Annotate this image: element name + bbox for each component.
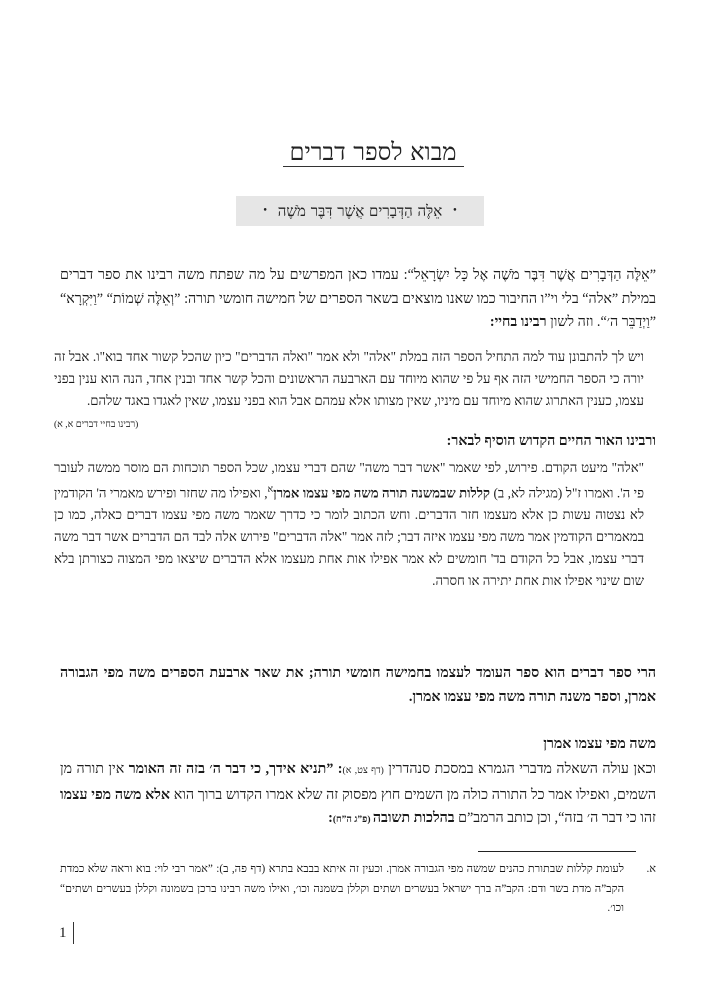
page-number: 1 xyxy=(59,925,67,941)
source-ref: (פ”ג ה”ח) xyxy=(332,815,373,825)
bullet-icon: • xyxy=(262,206,268,216)
page-number-bar xyxy=(73,922,74,944)
footnote-divider xyxy=(478,851,636,852)
rabbeinu-bachya-quote: ויש לך להתבונן עוד למה התחיל הספר הזה במלת "אלה" ולא אמר "ואלה הדברים" כיון שהכל קשור אחד בוא"ו. אבל זה יורה כי הספר החמישי הזה אף על פי שהוא מיוחד עם הארבעה הראשונים והכל קשר אחד ובנין אחד, הנה הוא ענין בפני עצמו, כענין האתרוג שהוא מיוחד עם מיניו, שאין מצותו אלא עמהם אבל הוא בפני עצמו, שאין לאגדו באגד שלהם. (רבינו בחיי דברים א, א) xyxy=(54,346,656,436)
footnote-label: א. xyxy=(646,863,656,875)
footnote-mark[interactable]: א xyxy=(267,485,274,495)
title-underline xyxy=(283,166,464,167)
bullet-icon: • xyxy=(452,206,458,216)
summary-paragraph: הרי ספר דברים הוא ספר העומד לעצמו בחמישה חומשי תורה; את שאר ארבעת הספרים משה מפי הגבורה אמרן, וספר משנה תורה משה מפי עצמו אמרן. xyxy=(60,665,656,705)
section-banner xyxy=(236,196,484,226)
banner-text: אֵלֶּה הַדְּבָרִים אֲשֶׁר דִּבֶּר מֹשֶׁה xyxy=(277,201,443,220)
or-hachaim-heading: ורבינו האור החיים הקדוש הוסיף לבאר: xyxy=(446,433,656,449)
section-heading: משה מפי עצמו אמרן xyxy=(543,736,656,752)
sanhedrin-paragraph: וכאן עולה השאלה מדברי הגמרא במסכת סנהדרין (דף צט, א): ”תניא אידך, כי דבר ה׳ בזה זה האומר אין תורה מן השמים, ואפילו אמר כל התורה כולה מן השמים חוץ מפסוק זה שלא אמרו הקדוש ברוך הוא אלא משה מפי עצמו זהו כי דבר ה׳ בזה“, וכן כותב הרמב”ם בהלכות תשובה (פ”ג ה”ח): xyxy=(60,761,657,826)
source-ref: (דף צט, א) xyxy=(342,766,384,776)
or-hachaim-quote: "אלה" מיעט הקודם. פירוש, לפי שאמר "אשר דבר משה" שהם דברי עצמו, שכל הספר תוכחות הם מוסר ממשה לעובר פי ה'. ואמרו ז"ל (מגילה לא, ב) קללות שבמשנה תורה משה מפי עצמו אמרן$^א$, ואפילו מה שחזר ופירש מאמרי ה' הקודמין לא נצטוה עשות כן אלא מעצמו חזר הדברים. וחש הכתוב לומר כי כדרך שאמר משה מפי עצמו דברים כאלה, כמו כן במאמרים הקודמין אמר משה מפי עצמו איזה דבר; לזה אמר "אלה הדברים" פירוש אלה לבד הם הדברים אשר דבר משה דברי עצמו, אבל כל הקודם בד' חומשים לא אמר אפילו אות אחת מעצמו אלא הדברים שיצאו מפי המצוה כצורתן בלא שום שינוי אפילו אות אחת יתירה או חסרה. xyxy=(54,460,645,589)
source-ref: (מגילה לא, ב) xyxy=(493,485,563,501)
page-title: מבוא לספר דברים xyxy=(289,138,457,166)
verse-quote: ”אֵלֶּה הַדְּבָרִים אֲשֶׁר דִּבֶּר מֹשֶׁה אֶל כָּל יִשְׂרָאֵל“: xyxy=(403,267,656,283)
footnote xyxy=(60,860,656,919)
footnote-text: לעומת קללות שבתורת כהנים שמשה מפי הגבורה אמרן. וכעין זה איתא בבבא בתרא (דף פה, ב): ”אמר רבי לוי: בוא וראה שלא כמדת הקב”ה מדת בשר ודם: הקב”ה ברך ישראל בעשרים ושתים וקללן בשמנה וכו׳, ואילו משה רבינו ברכן בשמונה וקללן בעשרים ושתים“ וכו׳. xyxy=(60,863,624,914)
intro-paragraph: ”אֵלֶּה הַדְּבָרִים אֲשֶׁר דִּבֶּר מֹשֶׁה אֶל כָּל יִשְׂרָאֵל“: עמדו כאן המפרשים על מה שפתח משה רבינו את ספר דברים במילת ”אלה“ בלי וי”ו החיבור כמו שאנו מוצאים בשאר הספרים של חמישה חומשי תורה: ”וְאֵלֶּה שְׁמוֹת“ ”וַיִּקְרָא“ ”וַיְדַבֵּר ה׳“. וזה לשון רבינו בחיי: xyxy=(60,267,656,330)
citation: (רבינו בחיי דברים א, א) xyxy=(54,420,139,430)
